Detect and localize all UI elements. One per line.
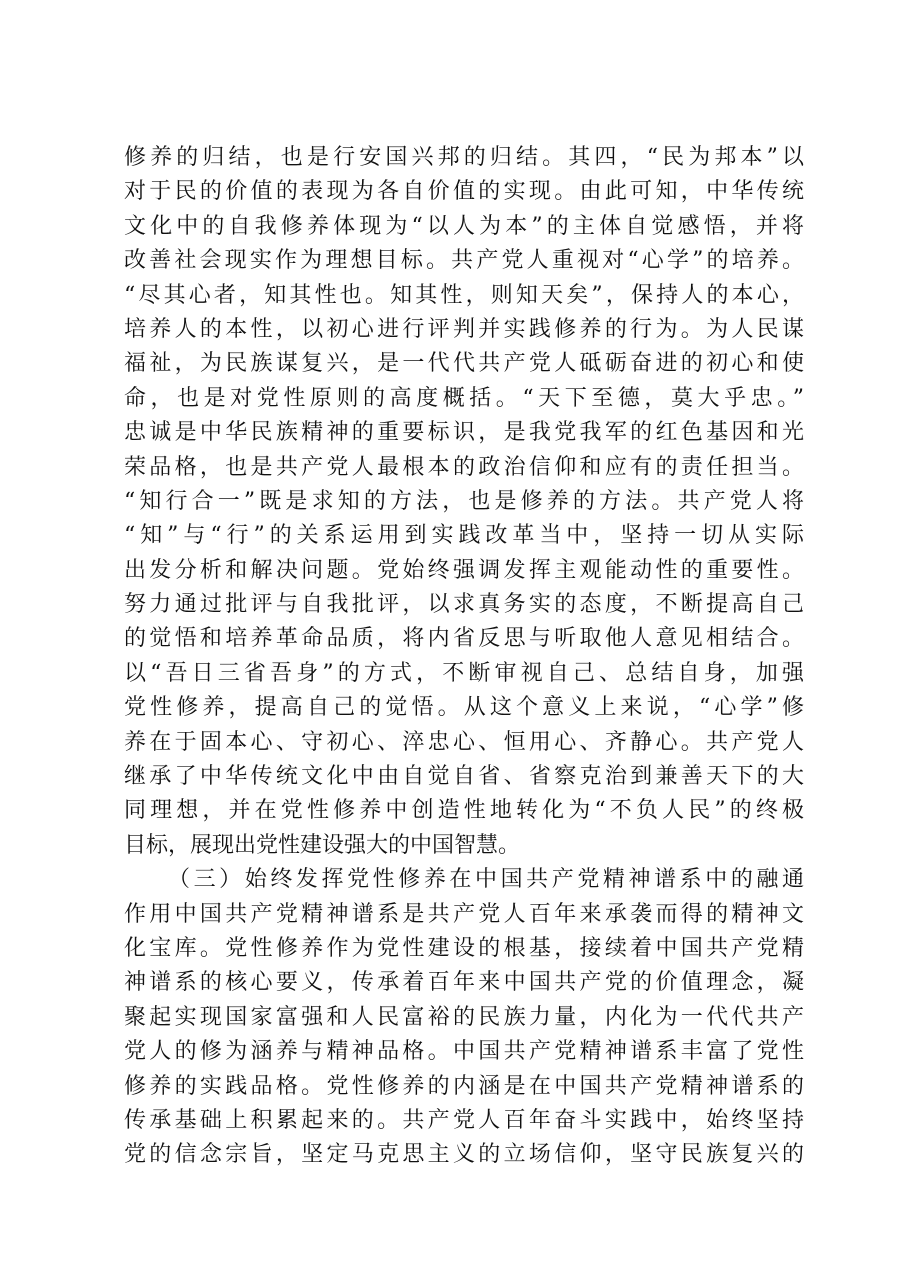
text-line: 化宝库。党性修养作为党性建设的根基，接续着中国共产党精: [124, 935, 804, 961]
text-line: 命，也是对党性原则的高度概括。“天下至德，莫大乎忠。”: [124, 385, 804, 411]
paragraph-2: [124, 863, 804, 1173]
text-line: 忠诚是中华民族精神的重要标识，是我党我军的红色基因和光: [124, 420, 804, 446]
body-text: [124, 141, 804, 1173]
text-line: 改善社会现实作为理想目标。共产党人重视对“心学”的培养。: [124, 248, 804, 274]
paragraph-1: [124, 141, 804, 863]
text-line: 神谱系的核心要义，传承着百年来中国共产党的价值理念，凝: [124, 970, 804, 996]
section-heading-line: （三）始终发挥党性修养在中国共产党精神谱系中的融通: [168, 867, 804, 893]
text-line: 对于民的价值的表现为各自价值的实现。由此可知，中华传统: [124, 179, 804, 205]
text-line: 聚起实现国家富强和人民富裕的民族力量，内化为一代代共产: [124, 1004, 804, 1030]
text-line: 同理想，并在党性修养中创造性地转化为“不负人民”的终极: [124, 798, 804, 824]
text-line: 作用中国共产党精神谱系是共产党人百年来承袭而得的精神文: [124, 901, 804, 927]
text-line: 继承了中华传统文化中由自觉自省、省察克治到兼善天下的大: [124, 764, 804, 790]
text-line: 努力通过批评与自我批评，以求真务实的态度，不断提高自己: [124, 592, 804, 618]
text-line: 修养的归结，也是行安国兴邦的归结。其四，“民为邦本”以: [124, 145, 804, 170]
text-line: 福祉，为民族谋复兴，是一代代共产党人砥砺奋进的初心和使: [124, 351, 804, 377]
text-line: “知”与“行”的关系运用到实践改革当中，坚持一切从实际: [124, 523, 804, 549]
text-line: 荣品格，也是共产党人最根本的政治信仰和应有的责任担当。: [124, 454, 804, 480]
text-line: 传承基础上积累起来的。共产党人百年奋斗实践中，始终坚持: [124, 1107, 804, 1133]
text-line: 出发分析和解决问题。党始终强调发挥主观能动性的重要性。: [124, 557, 804, 583]
text-line: 文化中的自我修养体现为“以人为本”的主体自觉感悟，并将: [124, 213, 804, 239]
text-line: “知行合一”既是求知的方法，也是修养的方法。共产党人将: [124, 488, 804, 514]
text-line: 修养的实践品格。党性修养的内涵是在中国共产党精神谱系的: [124, 1073, 804, 1099]
text-line: 党人的修为涵养与精神品格。中国共产党精神谱系丰富了党性: [124, 1039, 804, 1065]
text-line: 以“吾日三省吾身”的方式，不断审视自己、总结自身，加强: [124, 660, 804, 686]
text-line: 党的信念宗旨，坚定马克思主义的立场信仰，坚守民族复兴的: [124, 1142, 804, 1168]
text-line: “尽其心者，知其性也。知其性，则知天矣”，保持人的本心，: [124, 282, 804, 308]
text-line: 的觉悟和培养革命品质，将内省反思与听取他人意见相结合。: [124, 626, 804, 652]
text-line: 养在于固本心、守初心、淬忠心、恒用心、齐静心。共产党人: [124, 729, 804, 755]
text-line: 目标，展现出党性建设强大的中国智慧。: [124, 832, 521, 858]
text-line: 培养人的本性，以初心进行评判并实践修养的行为。为人民谋: [124, 316, 804, 342]
text-line: 党性修养，提高自己的觉悟。从这个意义上来说，“心学”修: [124, 695, 804, 721]
